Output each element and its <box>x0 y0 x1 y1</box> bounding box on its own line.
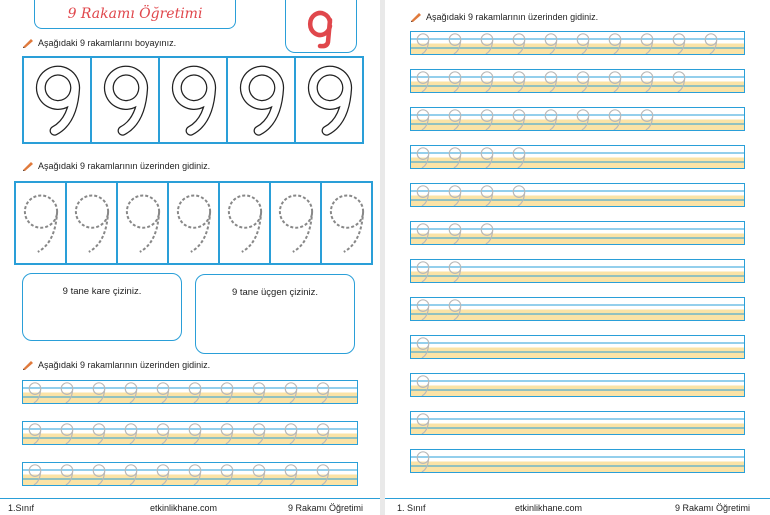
faint-nines <box>411 412 745 435</box>
right-trace-row[interactable] <box>410 221 745 245</box>
outline-nine-cell[interactable] <box>294 56 364 144</box>
instruction-trace-2: Aşağıdaki 9 rakamlarının üzerinden gidiniz. <box>22 360 210 370</box>
faint-nines <box>23 381 358 404</box>
worksheet-page-left <box>0 0 380 515</box>
dotted-nine-cell[interactable] <box>116 181 169 265</box>
dotted-nine <box>169 183 218 263</box>
footer-grade: 1. Sınıf <box>397 503 426 513</box>
faint-nines <box>411 222 745 245</box>
dotted-nine-cell[interactable] <box>65 181 118 265</box>
worksheet-page-right <box>385 0 770 515</box>
faint-nines <box>411 184 745 207</box>
right-trace-row[interactable] <box>410 411 745 435</box>
faint-nines <box>411 32 745 55</box>
footer-grade: 1.Sınıf <box>8 503 35 513</box>
outline-nine <box>296 58 362 142</box>
big-digit-box <box>285 0 357 53</box>
faint-nines <box>411 146 745 169</box>
footer-title: 9 Rakamı Öğretimi <box>288 503 364 513</box>
dotted-nine-cell[interactable] <box>269 181 322 265</box>
outline-nine <box>160 58 226 142</box>
dotted-nine <box>16 183 65 263</box>
outline-nine-cell[interactable] <box>22 56 92 144</box>
outline-nine <box>92 58 158 142</box>
dotted-nine <box>322 183 371 263</box>
right-trace-row[interactable] <box>410 335 745 359</box>
dotted-nine <box>220 183 269 263</box>
dotted-nine-cell[interactable] <box>14 181 67 265</box>
faint-nines <box>411 260 745 283</box>
pencil-icon <box>22 360 34 370</box>
draw-squares-box[interactable]: 9 tane kare çiziniz. <box>22 273 182 341</box>
outline-nine <box>228 58 294 142</box>
footer-title: 9 Rakamı Öğretimi <box>675 503 751 513</box>
dotted-nines-row <box>14 181 371 265</box>
right-trace-row[interactable] <box>410 297 745 321</box>
dotted-nine <box>67 183 116 263</box>
pencil-icon <box>22 161 34 171</box>
instruction-color: Aşağıdaki 9 rakamlarını boyayınız. <box>22 38 176 48</box>
faint-nines <box>411 374 745 397</box>
dotted-nine <box>118 183 167 263</box>
right-trace-row[interactable] <box>410 31 745 55</box>
faint-nines <box>411 336 745 359</box>
dotted-nine-cell[interactable] <box>218 181 271 265</box>
right-trace-row[interactable] <box>410 183 745 207</box>
faint-nines <box>23 422 358 445</box>
draw-triangles-box[interactable]: 9 tane üçgen çiziniz. <box>195 274 355 354</box>
instruction-trace-1: Aşağıdaki 9 rakamlarının üzerinden gidiniz. <box>22 161 210 171</box>
dotted-nine-cell[interactable] <box>167 181 220 265</box>
big-red-nine <box>286 0 356 52</box>
footer-site: etkinlikhane.com <box>150 503 218 513</box>
right-trace-row[interactable] <box>410 373 745 397</box>
faint-nines <box>411 298 745 321</box>
pencil-icon <box>22 38 34 48</box>
faint-nines <box>411 70 745 93</box>
faint-nines <box>411 450 745 473</box>
outline-nine-cell[interactable] <box>226 56 296 144</box>
footer-site: etkinlikhane.com <box>515 503 583 513</box>
faint-nines <box>23 463 358 486</box>
dotted-nine-cell[interactable] <box>320 181 373 265</box>
instruction-trace-right: Aşağıdaki 9 rakamlarının üzerinden gidiniz. <box>410 12 598 22</box>
left-trace-row[interactable] <box>22 380 358 404</box>
worksheet-title: 9 Rakamı Öğretimi <box>34 0 236 29</box>
outline-nine-cell[interactable] <box>158 56 228 144</box>
right-trace-row[interactable] <box>410 449 745 473</box>
left-trace-row[interactable] <box>22 421 358 445</box>
right-trace-row[interactable] <box>410 259 745 283</box>
right-trace-row[interactable] <box>410 145 745 169</box>
right-trace-row[interactable] <box>410 69 745 93</box>
outline-nine-cell[interactable] <box>90 56 160 144</box>
outline-nines-row <box>22 56 362 144</box>
right-trace-row[interactable] <box>410 107 745 131</box>
pencil-icon <box>410 12 422 22</box>
left-trace-row[interactable] <box>22 462 358 486</box>
faint-nines <box>411 108 745 131</box>
outline-nine <box>24 58 90 142</box>
dotted-nine <box>271 183 320 263</box>
